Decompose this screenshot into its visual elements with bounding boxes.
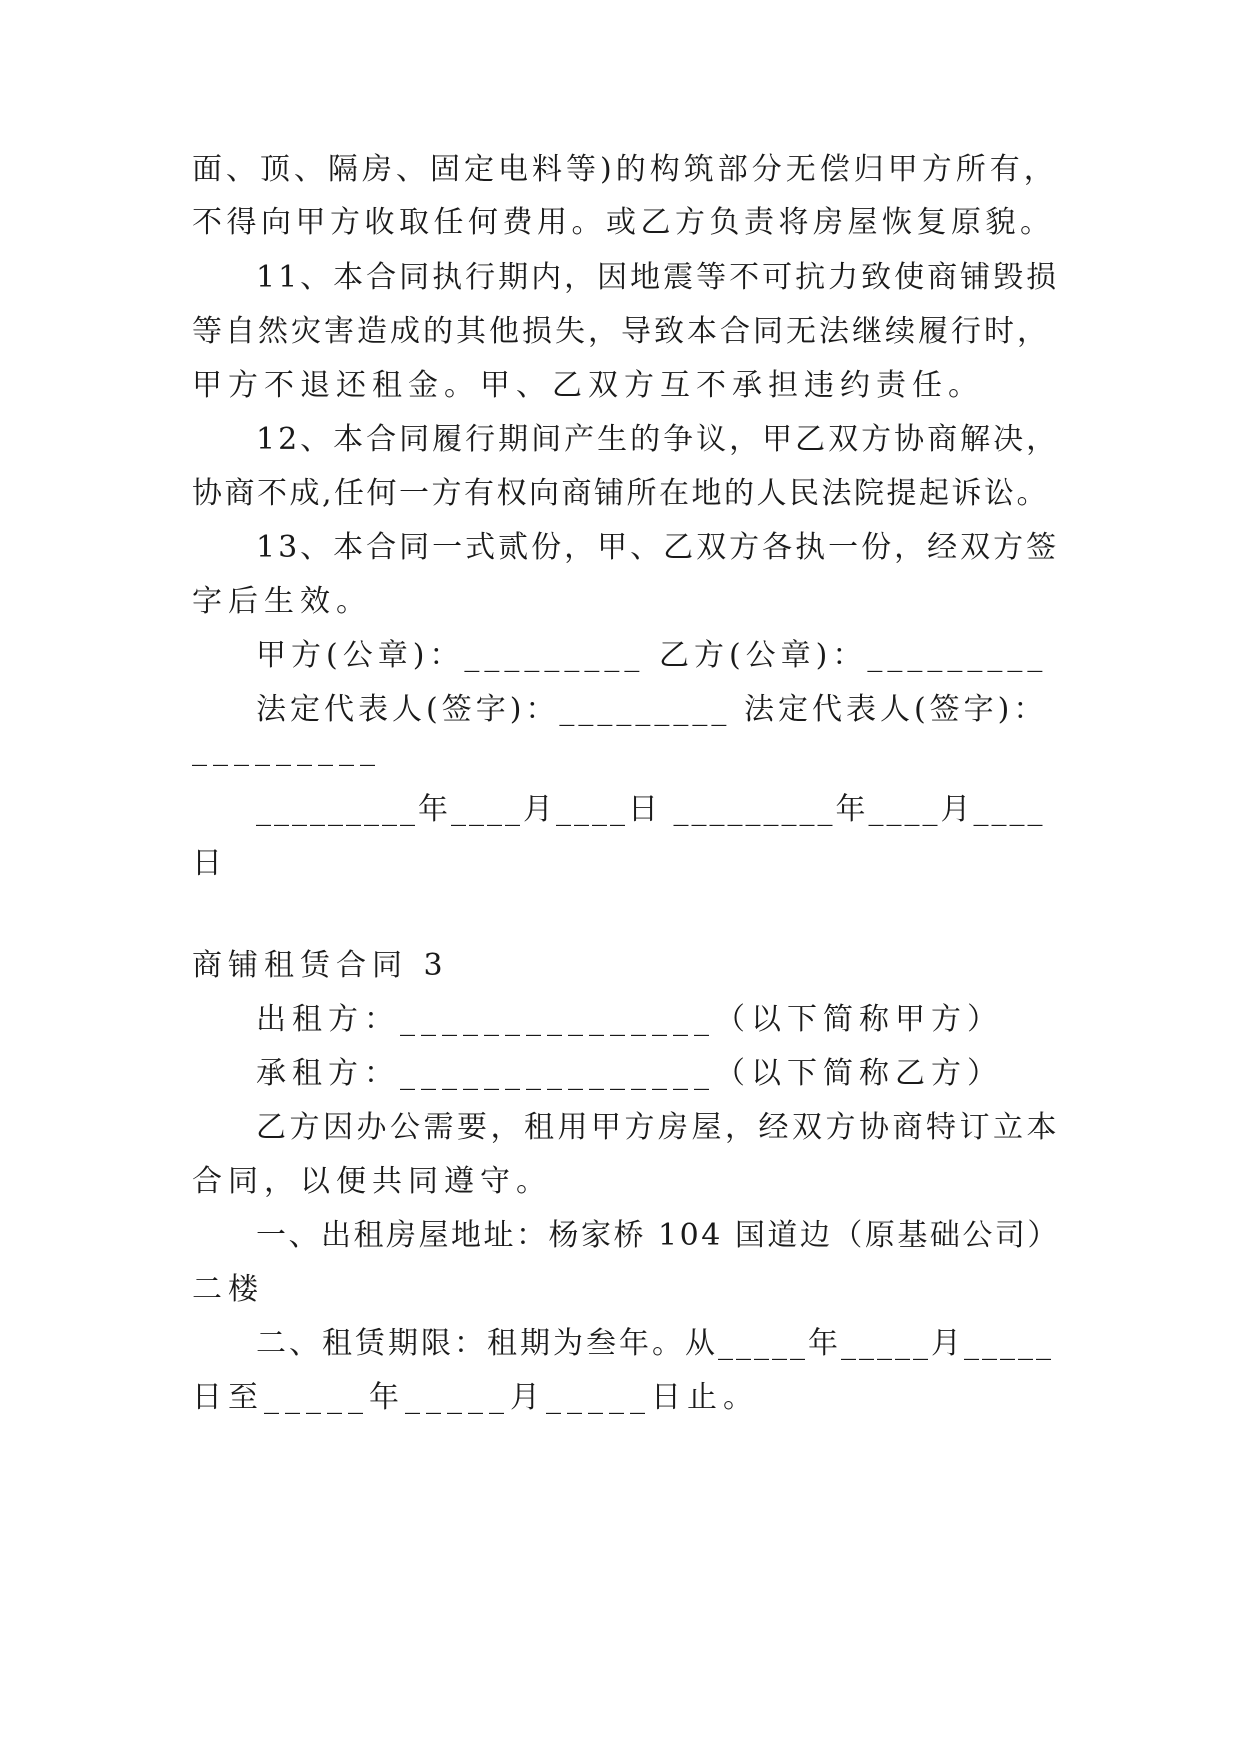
clause-11-line-2: 等自然灾害造成的其他损失，导致本合同无法继续履行时， [192,314,1050,349]
date-line: _________年____月____日 _________年____月____ [256,792,1046,827]
preamble-line-2: 合同，以便共同遵守。 [192,1164,552,1199]
clause-12-line-2: 协商不成,任何一方有权向商铺所在地的人民法院提起诉讼。 [192,476,1050,511]
seal-line: 甲方(公章)：_________ 乙方(公章)：_________ [256,638,1048,673]
contract-3-title: 商铺租赁合同 3 [192,948,449,983]
article-2-line-1: 二、租赁期限：租期为叁年。从_____年_____月_____ [256,1326,1054,1361]
date-line-end: 日 [192,846,228,881]
clause-11-line-1: 11、本合同执行期内，因地震等不可抗力致使商铺毁损 [256,260,1060,295]
clause-12-line-1: 12、本合同履行期间产生的争议，甲乙双方协商解决， [256,422,1060,457]
legal-rep-line: 法定代表人(签字)：_________ 法定代表人(签字)： [256,692,1048,727]
preamble-line-1: 乙方因办公需要，租用甲方房屋，经双方协商特订立本 [256,1110,1060,1145]
lessor-line: 出租方：_______________（以下简称甲方） [256,1002,1003,1037]
lessee-line: 承租方：_______________（以下简称乙方） [256,1056,1003,1091]
paragraph-10-line-2: 面、顶、隔房、固定电料等)的构筑部分无偿归甲方所有， [192,152,1058,187]
clause-11-line-3: 甲方不退还租金。甲、乙双方互不承担违约责任。 [192,368,984,403]
article-1-line-1: 一、出租房屋地址：杨家桥 104 国道边（原基础公司） [256,1218,1060,1253]
clause-13-line-2: 字后生效。 [192,584,372,619]
legal-rep-blank: _________ [192,732,381,767]
article-2-line-2: 日至_____年_____月_____日止。 [192,1380,759,1415]
paragraph-10-line-3: 不得向甲方收取任何费用。或乙方负责将房屋恢复原貌。 [192,205,1055,240]
clause-13-line-1: 13、本合同一式贰份，甲、乙双方各执一份，经双方签 [256,530,1060,565]
article-1-line-2: 二楼 [192,1272,264,1307]
